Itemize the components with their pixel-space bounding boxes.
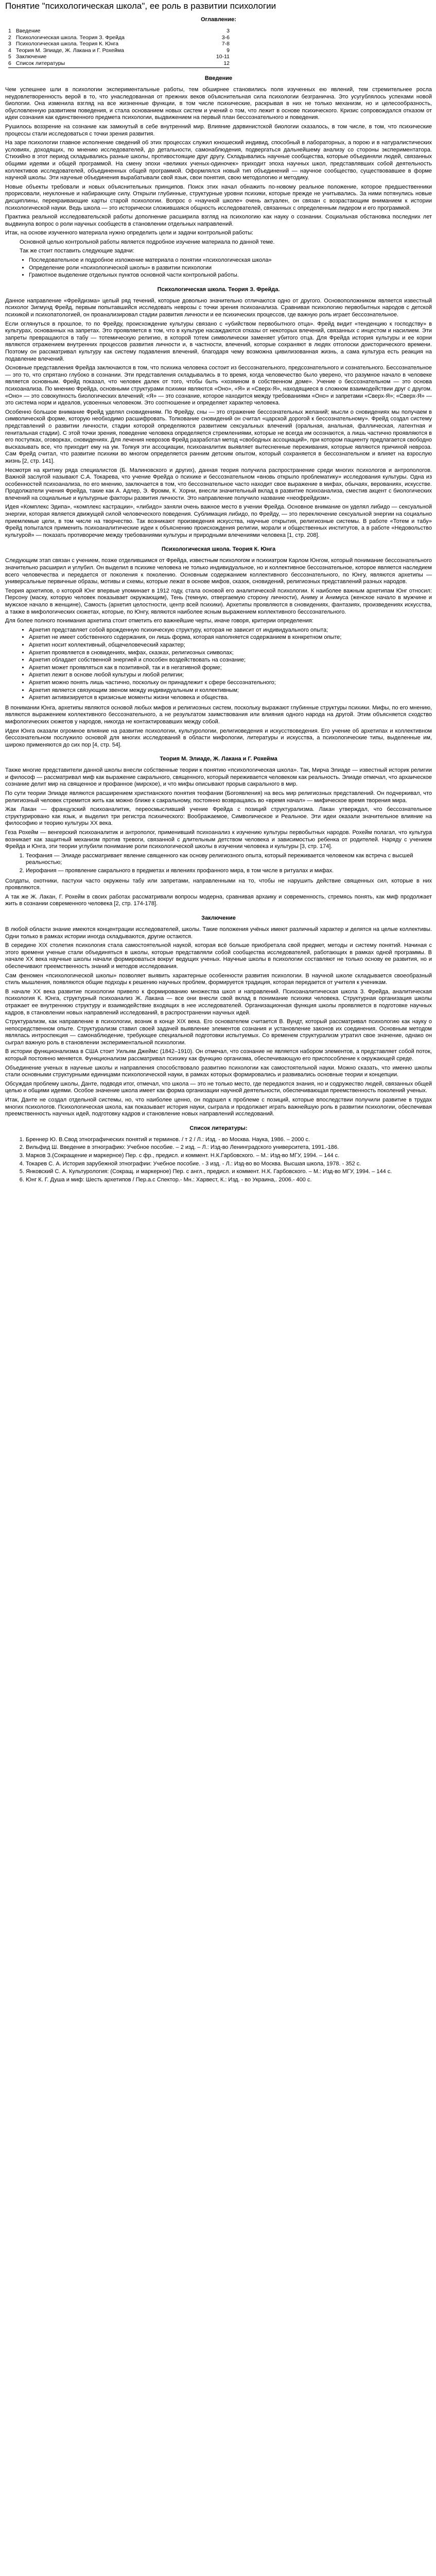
toc-item: 2 Психологическая школа. Теория З. Фрейда 3-6	[8, 34, 230, 41]
paragraph: А так же Ж. Лакан, Г. Рохейм в своих работах рассматривали вопросы модерна, сравнивая архаику и современность, стремясь понять, как миф продолжает жить в сознании современного человека [2, стр. 174-178].	[5, 893, 432, 907]
section-conclusion	[5, 915, 432, 1118]
paragraph: Объединение ученых в научные школы и направления способствовало развитию психологии как самостоятельной науки. Можно сказать, что именно школы стали основными структурными единицами психологической науки, в рамках которых формировались и развивались основные теории и концепции.	[5, 1064, 432, 1078]
paragraph: Несмотря на критику ряда специалистов (Б. Малиновского и других), данная теория получила распространение среди многих психологов и антропологов. Важной заслугой называют С.А. Токарева, что учение Фрейда о психике и бессознательном «вновь открыло проблематику» исследования культуры. Одна из особенностей психоанализа, по его мнению, заключается в том, что бессознательное часто находит свое выражение в мифах, обычаях, верованиях, искусстве. Продолжатели учения Фрейда, такие как А. Адлер, Э. Фромм, К. Хорни, внесли значительный вклад в развитие психоанализа, сместив акцент с биологических влечений на социальные и культурные факторы развития личности. Это направление получило название «неофрейдизм».	[5, 467, 432, 501]
list-item: 2. Иерофания — проявление сакрального в предметах и явлениях профанного мира, в том числе в ритуалах и мифах.	[26, 868, 432, 875]
document-title: Понятие "психологическая школа", ее роль в развитии психологии	[5, 1, 276, 11]
section-heading: Психологическая школа. Теория К. Юнга	[161, 546, 276, 553]
list-item: • Архетип представляет собой врожденную психическую структуру, которая не зависит от индивидуального опыта;	[29, 627, 432, 634]
paragraph: Данное направление «Фрейдизма» целый ряд течений, которые довольно значительно отличаются одно от другого. Основоположником является известный психолог Зигмунд Фрейд, первым попытавшийся исследовать неврозы с точки зрения психоанализа. Сравнивая психологию первобытных народов с детской психикой и психопатологией, он проанализировал стадии развития личности и ее психических процессов, где важную роль играет бессознательное.	[5, 297, 432, 318]
paragraph: Сам феномен «психологической школы» позволяет выявить характерные особенности развития психологии. В научной школе складывается своеобразный стиль мышления, появляются общие подходы к решению научных проблем, формируется традиция, которая передается от учителя к ученикам.	[5, 972, 432, 986]
paragraph: На заре психологии главное исполнение сведений об этих процессах служил юношеский индивид, способный в лабораторных, а порою и в натуралистических условиях, доходящих, по мнению исследователей, до детальности, самонаблюдения, подвергаться дальнейшему анализу со стороны экспериментатора. Стихийно в этот период складывались разные школы, противостоящие друг другу. Складывались научные сообщества, которые объединяли людей, связанных общими идеями и общей программой. На смену эпохи «великих ученых-одиночек» приходит эпоха научных школ, представлявших собой деятельность коллективов исследователей, объединенных общей программой. Оформлялся новый тип объединений — научное сообщество, существовавшее в форме научной школы. Эти научные объединения вырабатывали свой язык, свои понятия, свою методологию и методику.	[5, 140, 432, 181]
section-heading: Введение	[204, 75, 233, 81]
section-eliade	[5, 756, 432, 908]
list-item: • Архетип может проявляться как в позитивной, так и в негативной форме;	[29, 665, 432, 672]
list-item: • Архетип носит коллективный, общечеловеческий характер;	[29, 642, 432, 649]
list-item: • Последовательное и подробное изложение материала о понятии «психологическая школа»	[29, 257, 432, 264]
criteria-list	[5, 627, 432, 702]
list-item: • Архетип проявляется в сновидениях, мифах, сказках, религиозных символах;	[29, 650, 432, 657]
paragraph: Идея «Комплекс Эдипа», «комплекс кастрации», «либидо» заняли очень важное место в учении Фрейда. Основное внимание он уделял либидо — сексуальной энергии, которая является движущей силой человеческого поведения. Сублимация либидо, по Фрейду, — это переключение сексуальной энергии на социально приемлемые цели, в том числе на творчество. Так возникают произведения искусства, научные открытия, религиозные системы. В работе «Тотем и табу» Фрейд попытался применить психоаналитические идеи к объяснению происхождения религии, морали и общественных институтов, а в работе «Недовольство культурой» — показать противоречие между требованиями культуры и природными влечениями человека [1, стр. 208].	[5, 504, 432, 538]
paragraph: Новые объекты требовали и новых объяснительных принципов. Поиск этих начал обнажить по-новому реальное положение, которое предшественники прорисовали, неуклонные и набирающие силу. Открыли глубинные, структурные уровни психики, которые прежде не учитывались. За ними потянулись новые дисциплины, перекраивающие карты старой психологии. Вопрос о «научной школе» очень актуален, он связан с возрастающим вниманием к истории психологической науки. Ведь школа — это исторически сложившаяся общность исследователей, связанных с определенным лидером и его программой.	[5, 183, 432, 211]
paragraph: Геза Рохейм — венгерский психоаналитик и антрополог, применивший психоанализ к изучению культуры первобытных народов. Рохейм полагал, что культура возникает как защитный механизм против тревоги, связанной с длительным детством человека и зависимостью ребенка от родителей. Наряду с учением Фрейда и Юнга, эти теории углубили понимание роли психологической школы в изучении человека и культуры [3, стр. 174].	[5, 829, 432, 850]
section-heading: Психологическая школа. Теория З. Фрейда.	[157, 286, 280, 293]
paragraph: Основной целью контрольной работы является подробное изучение материала по данной теме.	[20, 239, 275, 245]
toc-item: 5 Заключение 10-11	[8, 54, 230, 60]
paragraph: Жак Лакан — французский психоаналитик, переосмысливший учение Фрейда с позиций структурализма. Лакан утверждал, что бессознательное структурировано как язык, и выделил три регистра психического: Воображаемое, Символическое и Реальное. Эти идеи оказали значительное влияние на философию и теорию культуры XX века.	[5, 806, 432, 827]
document-page	[0, 0, 436, 1207]
paragraph: Основные представления Фрейда заключаются в том, что психика человека состоит из бессознательного, предсознательного и сознательного. Бессознательное — это то, что спрятано глубоко в сознании. Эти представления складывались в то время, когда человечество было уверено, что разумное начало в человеке является основным. Фрейд показал, что человек далек от того, чтобы быть «хозяином в собственном доме». Учение о бессознательном — это основа психоанализа. По мнению Фрейда, основными структурами психики являются «Оно», «Я» и «Сверх-Я», находящиеся в сложном взаимодействии друг с другом. «Оно» — это совокупность биологических влечений; «Я» — это сознание, которое находится между требованиями «Оно» и запретами «Сверх-Я»; «Сверх-Я» — это система норм и идеалов, усвоенных человеком. Это соотношение и определяет характер человека.	[5, 365, 432, 406]
list-item: • Архетип можно понять лишь частично, поскольку он принадлежит к сфере бессознательного;	[29, 680, 432, 687]
toc-item: 6 Список литературы 12	[8, 60, 230, 66]
toc-divider	[8, 67, 230, 68]
paragraph: Структурализм, как направление в психологии, возник в конце XIX века. Его основателем считается В. Вундт, который рассматривал психологию как науку о непосредственном опыте. Структурализм ставил своей задачей выявление элементов сознания и установление законов их соединения. Основным методом являлась интроспекция — самонаблюдение, требующее специальной подготовки испытуемых. Со временем структурализм утратил свое значение, однако он сыграл важную роль в становлении экспериментальной психологии.	[5, 1019, 432, 1046]
reference-item: 3. Марков З.(Сокращение и маркерное) Пер. с фр., предисл. и коммент. Н.К.Гарбовского. – М.: Изд-во МГУ, 1994. – 144 с.	[26, 1153, 432, 1160]
paragraph: Итак, на основе изученного материала нужно определить цели и задачи контрольной работы:	[5, 230, 254, 236]
list-item: • Архетип обладает собственной энергией и способен воздействовать на сознание;	[29, 657, 432, 664]
section-freud	[5, 286, 432, 539]
section-heading: Теория М. Элиаде, Ж. Лакана и Г. Рохейма	[160, 756, 277, 762]
paragraph: В любой области знание имеются концентрации исследователей, школы. Такие положения учёных имеют различный характер и делятся на целые коллективы. Одни только в рамках истории иногда складываются, другие остаются.	[5, 926, 432, 940]
list-item: • Грамотное выделение отдельных пунктов основной части контрольной работы.	[29, 272, 432, 279]
task-list	[5, 257, 432, 279]
theories-list	[5, 853, 432, 875]
list-item: • Архетип активизируется в кризисные моменты жизни человека и общества.	[29, 694, 432, 702]
reference-item: 6. Юнг К. Г. Душа и миф: Шесть архетипов / Пер.а.с Спектор.- Мн.: Харвест, К.: Изд. - во Украина,. 2006.- 400 с.	[26, 1177, 432, 1184]
paragraph: В понимании Юнга, архетипы являются основой любых мифов и религиозных систем, поскольку выражают глубинные структуры психики. Мифы, по его мнению, являются выражением коллективного бессознательного, а не результатом заимствования или влияния одного народа на другой. Этим объясняется сходство мифологических сюжетов у народов, никогда не контактировавших между собой.	[5, 704, 432, 725]
paragraph: Рушилось воззрение на сознание как замкнутый в себе внутренний мир. Влияние дарвинистской биологии сказалось, в том числе, в том, что психические процессы стали исследоваться с точки зрения развития.	[5, 123, 432, 137]
paragraph: Теория архетипов, о которой Юнг впервые упоминает в 1912 году, стала основой его аналитической психологии. К наиболее важным архетипам Юнг относил: Персону (маску, которую человек показывает окружающим), Тень (темную, отвергаемую сторону личности), Аниму и Анимуса (женское начало в мужчине и мужское начало в женщине), Самость (архетип целостности, центр всей психики). Архетипы проявляются в сновидениях, фантазиях, произведениях искусства, а также в мифологических сюжетах, которые, по Юнгу, являются наиболее ясным выражением коллективного бессознательного.	[5, 587, 432, 615]
paragraph: Идеи Юнга оказали огромное влияние на развитие психологии, культурологии, религиоведения и искусствоведения. Его учение об архетипах и коллективном бессознательном послужило основой для многих исследований в области мифологии, литературы и искусства, а психологические типы, выделенные им, широко применяются до сих пор [4, стр. 54].	[5, 727, 432, 748]
paragraph: Также многие представители данной школы внесли собственные теории к понятию «психологическая школа». Так, Мирча Элиаде — известный историк религии и философ — рассматривал миф как выражение сакрального, священного, который переживается человеком как реальность. Элиаде отмечал, что архаическое сознание делит мир на священное и профанное (мирское), и что мифы описывают прорыв сакрального в мир.	[5, 767, 432, 788]
section-references	[5, 1125, 432, 1184]
list-item: 1. Теофания — Элиаде рассматривает явление священного как основу религиозного опыта, который переживается человеком как встреча с высшей реальностью;	[26, 853, 432, 867]
paragraph: Так же стоит поставить следующие задачи:	[20, 248, 134, 255]
paragraph: Если оглянуться в прошлое, то по Фрейду, происхождение культуры связано с «убийством первобытного отца». Фрейд видит «тенденцию к господству» в культурах, основанных на запретах. Это проявляется в том, что в культуре насаждаются отказы от некоторых влечений, связанных с инцестом и насилием. Эти запреты превращаются в табу — тотемическую религию, в которой тотем символически заменяет убитого отца. Для Фрейда история культуры и ее корни являются отражением внутренних процессов развития личности и, в частности, влечений, которые сохраняют в людях отголоски доисторического времени. Поэтому он рассматривал культуру как систему подавления влечений, благодаря чему возможна цивилизованная жизнь, а сама культура есть реакция на подавление влечений.	[5, 320, 432, 362]
paragraph: Чем успешнее шли в психологии экспериментальные работы, тем обширнее становились поля изученных ею явлений, тем стремительнее росла неудовлетворенность верой в то, что унаследованная от прежних веков объяснительная сила психологии безгранична. Это усугублялось успехами новой биологии. Она изменила взгляд на все жизненные функции, в том числе психические, раскрывая в них не только механизм, но и целесообразность, обусловленную развитием поведения, и стала основанием новых систем и учений о том, что лежит в основе психического. Кризис сопровождался отказом от идеи сознания как единственного предмета психологии, выдвижением на первый план бессознательного и поведения.	[5, 87, 432, 121]
paragraph: Практика реальной исследовательской работы дополнение расширила взгляд на психологию как науку о сознании. Социальная обстановка последних лет выдвинула вопрос о роли научных сообществ в становлении отдельных направлений.	[5, 214, 432, 227]
paragraph: По сути теории Элиаде являются расширением христианского понятия теофании (Богоявления) на весь мир религиозных представлений. Он подчеркивал, что религиозный человек стремится жить как можно ближе к сакральному, постоянно возвращаясь во «время начал» — мифическое время творения мира.	[5, 790, 432, 804]
references-list	[5, 1137, 432, 1184]
paragraph: Солдаты, охотники, пастухи часто окружены табу или запретами, направленными на то, чтобы не нарушить действие священных сил, которые в них проявляются.	[5, 877, 432, 891]
paragraph: В начале XX века развитие психологии привело к формированию множества школ и направлений. Психоаналитическая школа З. Фрейда, аналитическая психология К. Юнга, структурный психоанализ Ж. Лакана — все они внесли свой вклад в понимание психики человека. Структурная организация школы отражает ее внутреннюю структуру и взаимодействие входящих в нее исследователей. Организационная функция школы проявляется в подготовке научных кадров, в становлении новых направлений исследований, в распространении научных идей.	[5, 988, 432, 1016]
paragraph: Для более полного понимания архетипа стоит отметить его важнейшие черты, иначе говоря, критерии определения:	[5, 618, 313, 624]
list-item: • Определение роли «психологической школы» в развитии психологии	[29, 265, 432, 272]
list-item: • Архетип не имеет собственного содержания, он лишь форма, которая наполняется содержанием в конкретном опыте;	[29, 634, 432, 641]
paragraph: В истории функционализма в США стоит Уильям Джеймс (1842–1910). Он отмечал, что сознание не является набором элементов, а представляет собой поток, который постоянно меняется. Функционализм рассматривал психику как функцию организма, обеспечивающую его приспособление к окружающей среде.	[5, 1048, 432, 1062]
reference-item: 4. Токарев С. А. История зарубежной этнографии: Учебное пособие. - 3 изд. - Л.: Изд-во во Москва. Высшая школа, 1978. - 352 с.	[26, 1161, 432, 1168]
paragraph: Особенно большое внимание Фрейд уделял сновидениям. По Фрейду, сны — это отражение бессознательных желаний; мысли о сновидениях мы получаем в символической форме, которую необходимо расшифровать. Толкование сновидений он считал «царской дорогой к бессознательному». Фрейд создал систему представлений о развитии личности, стадии которой определяются развитием сексуальных влечений (оральная, анальная, фаллическая, латентная и генитальная стадии). С этой точки зрения, поведение человека определяется стремлениями, которые не всегда им осознаются, а лишь частично проявляются в его поступках, оговорках, сновидениях. Для лечения неврозов Фрейд разработал метод «свободных ассоциаций», при котором пациенту предлагается свободно высказывать все, что приходит ему на ум. Толкуя эти ассоциации, психоаналитик выявляет вытесненные переживания, которые являются причиной невроза. Сам Фрейд считал, что развитие психики во многом определяется ранним детским опытом, который сохраняется в бессознательном и влияет на взрослую жизнь [2, стр. 141].	[5, 409, 432, 464]
toc-item: 1 Введение 3	[8, 28, 230, 34]
section-heading: Список литературы:	[189, 1125, 248, 1131]
table-of-contents	[8, 28, 230, 68]
paragraph: В середине XIX столетия психология стала самостоятельной наукой, которая всё больше приобретала свой предмет, методы и систему понятий. Начиная с этого времени ученые стали объединяться в школы, которые представляли собой сообщества исследователей, работающих в рамках одной программы. В начале XX века научные школы начали формироваться вокруг ведущих ученых. Научные школы в психологии составляют не только основу ее развития, но и обеспечивают преемственность знаний и методов исследования.	[5, 942, 432, 970]
toc-item: 4 Теория М. Элиаде, Ж. Лакана и Г. Рохейма 9	[8, 47, 230, 54]
section-jung	[5, 546, 432, 749]
list-item: • Архетип является связующим звеном между индивидуальным и коллективным;	[29, 687, 432, 694]
section-introduction	[5, 75, 432, 279]
paragraph: Обсуждая проблему школы, Данте, подводя итог, отмечал, что школа — это не только место, где передаются знания, но и содружество людей, связанных общей целью и общими идеями. Особое значение школа имеет как форма организации научной деятельности, обеспечивающая преемственность поколений ученых.	[5, 1080, 432, 1094]
toc-heading: Оглавление:	[201, 16, 236, 23]
list-item: • Архетип лежит в основе любой культуры и любой религии;	[29, 672, 432, 679]
paragraph: Следующим этап связан с учением, позже отделившимся от Фрейда, известным психологом и психиатром Карлом Юнгом, который понимание бессознательного значительно расширил и углубил. Он выделил в психике человека не только индивидуальное, но и коллективное бессознательное, которое является наследием всего человечества и передается от поколения к поколению. Основным содержанием коллективного бессознательного, по Юнгу, являются архетипы — универсальные первичные образы, мотивы и схемы, которые лежат в основе мифов, сказок, сновидений, религиозных представлений разных народов.	[5, 557, 432, 585]
section-heading: Заключение	[201, 914, 236, 921]
reference-item: 1. Бреннер Ю. В.Свод этнографических понятий и терминов. / т 2 / Л.: Изд. - во Москва. Наука, 1986. – 2000 с.	[26, 1137, 432, 1144]
reference-item: 2. Вильфид Ш. Введение в этнографию: Учебное пособие. – 2 изд. – Л.: Изд-во Ленинградского университета, 1991.-186.	[26, 1144, 432, 1151]
reference-item: 5. Янковский С. А. Культурология: (Сокращ. и маркерное) Пер. с англ., предисл. и коммент. Н.К. Гарбовского. – М.: Изд-во МГУ, 1994. – 144 с.	[26, 1168, 432, 1176]
paragraph: Итак, Данте не создал отдельной системы, но, что наиболее ценно, он подошел к проблеме с позиций, которые впоследствии получили развитие в трудах многих психологов. Психологическая школа, как показывает история науки, сыграла и продолжает играть важнейшую роль в развитии психологии, обеспечивая преемственность научных идей, подготовку кадров и становление новых направлений исследований.	[5, 1097, 432, 1117]
toc-item: 3 Психологическая школа. Теория К. Юнга 7-8	[8, 41, 230, 47]
